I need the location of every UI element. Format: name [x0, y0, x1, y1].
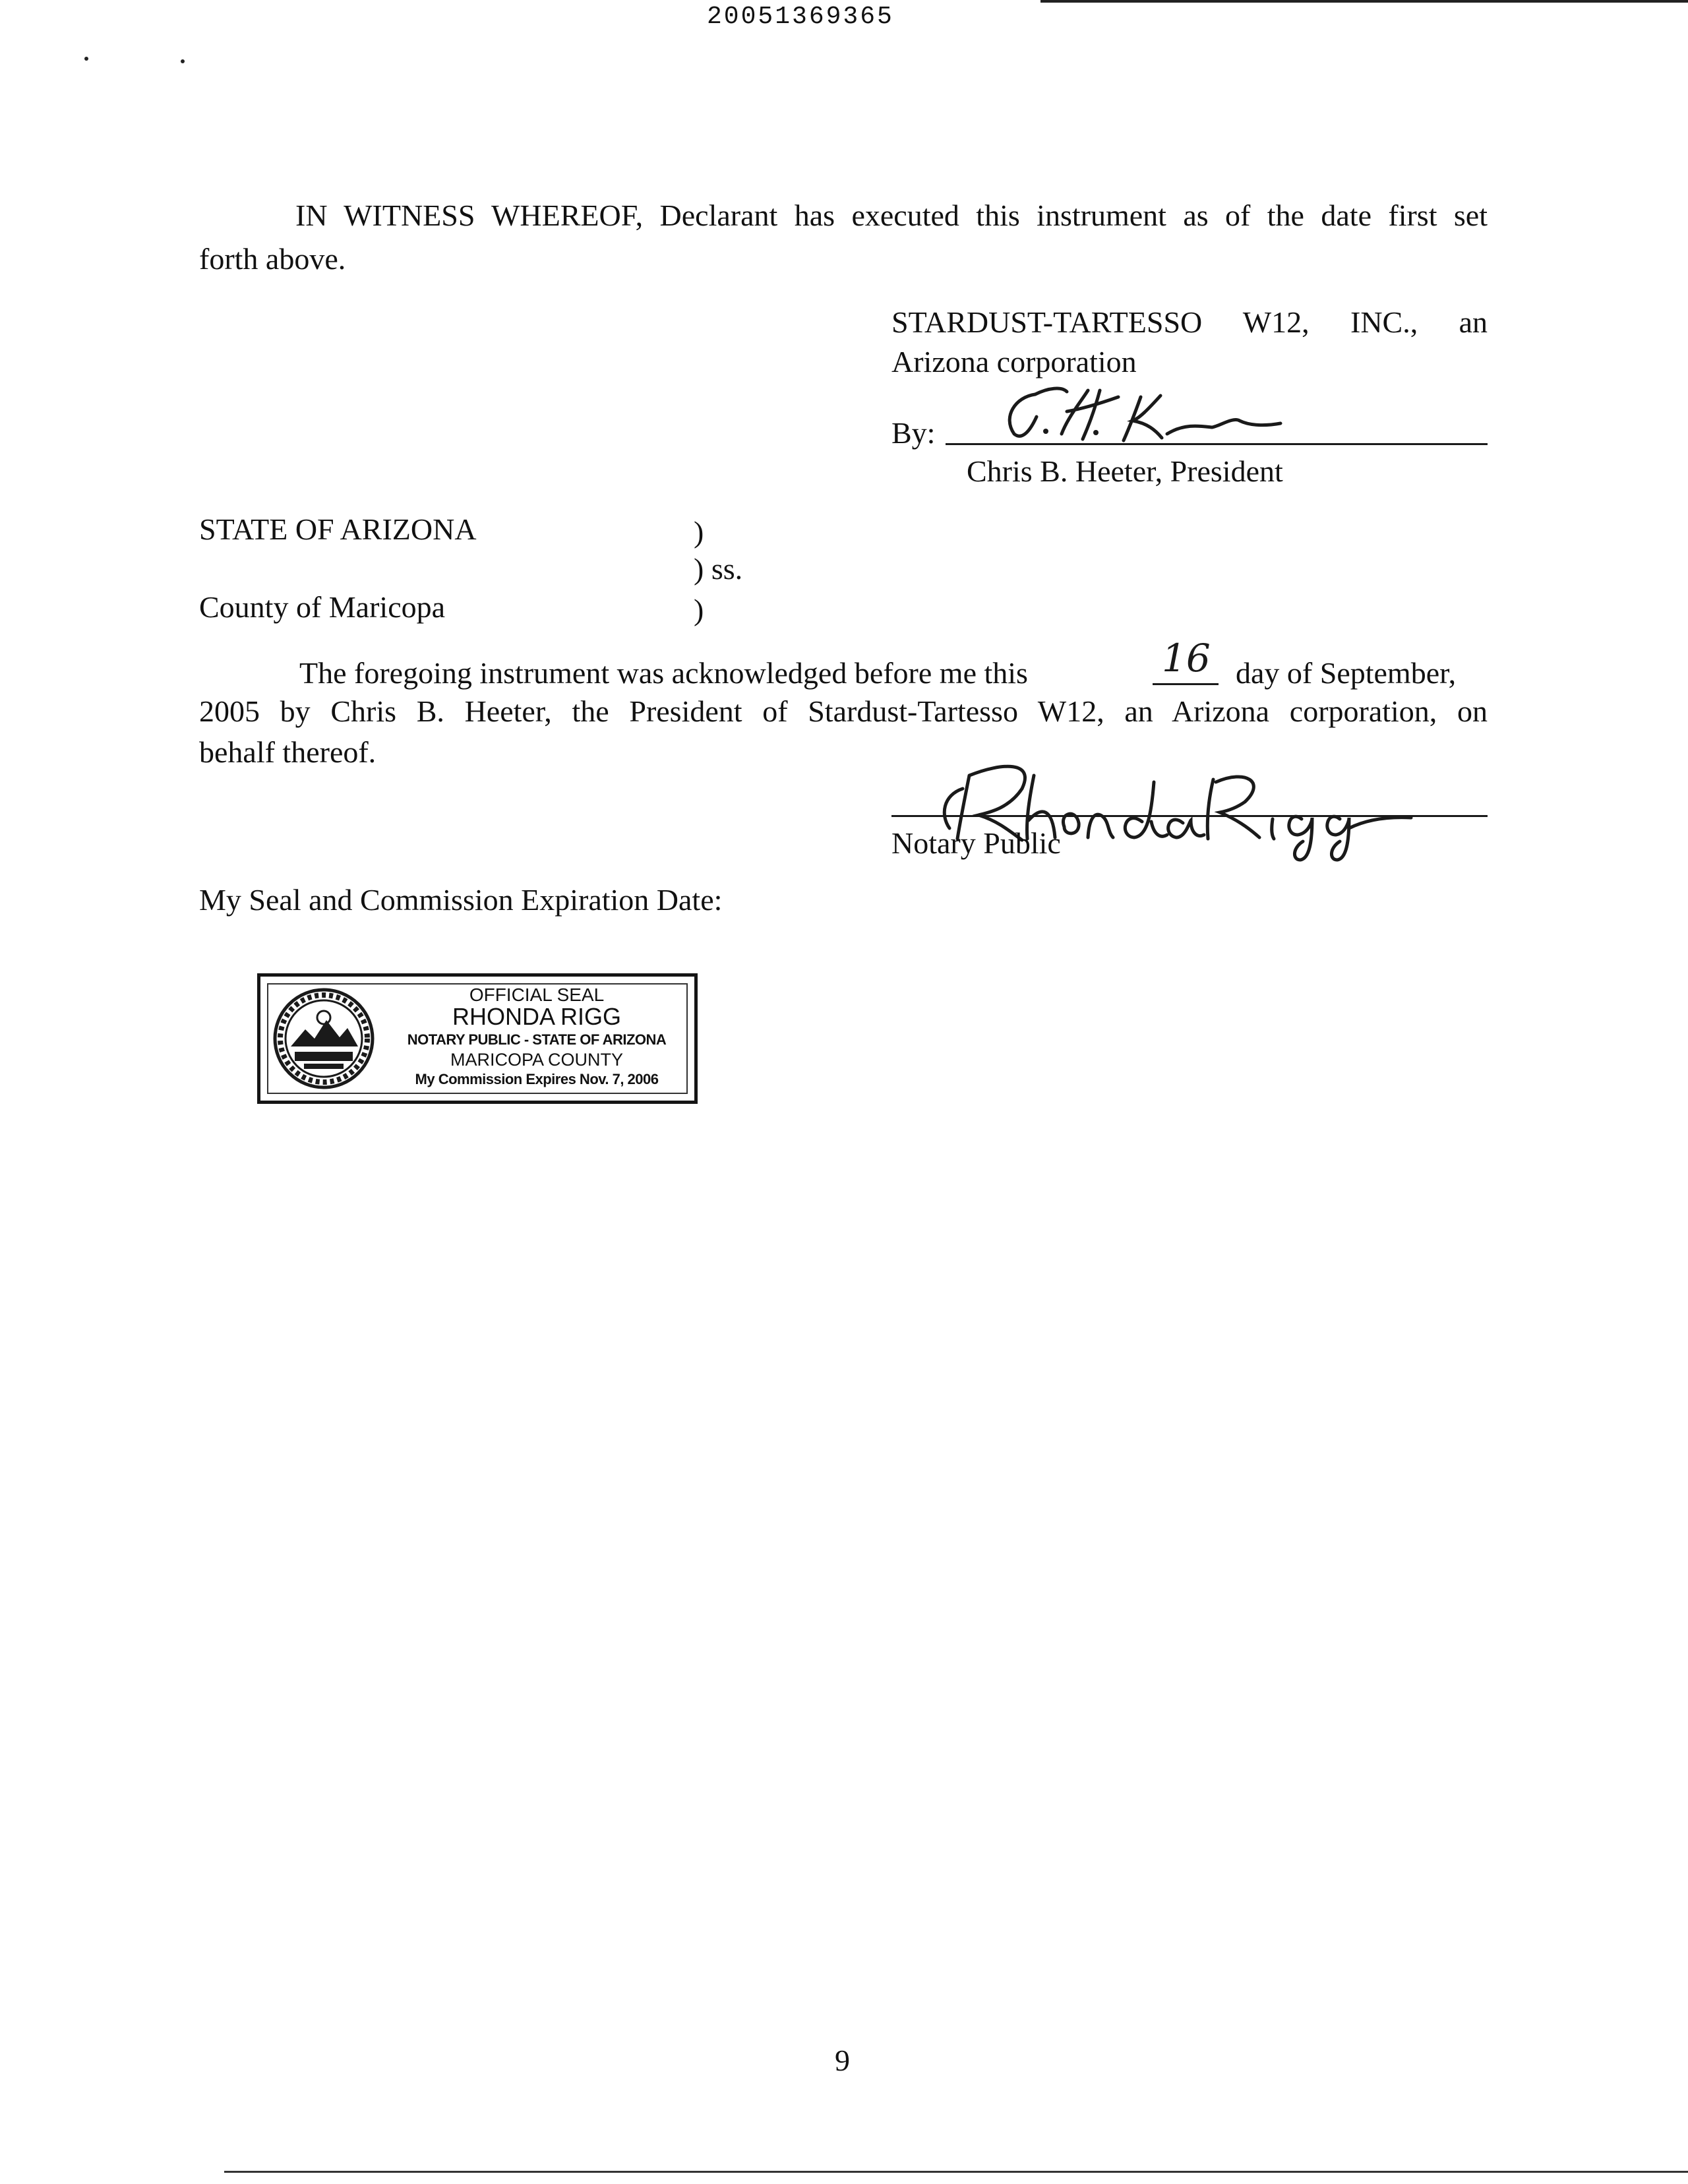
company-type-line: Arizona corporation	[891, 345, 1137, 379]
stamp-line-county: MARICOPA COUNTY	[450, 1050, 624, 1070]
company-name-line: STARDUST-TARTESSO W12, INC., an	[891, 305, 1488, 339]
scan-speck	[181, 59, 185, 63]
witness-line-2: forth above.	[199, 242, 346, 276]
scan-speck	[84, 57, 88, 61]
by-label: By:	[891, 416, 936, 450]
venue-paren-3: )	[694, 593, 704, 626]
ack-line-3: behalf thereof.	[199, 735, 377, 769]
notary-seal-stamp	[257, 973, 698, 1104]
stamp-line-expiration: My Commission Expires Nov. 7, 2006	[415, 1071, 659, 1087]
ack-line-1-start: The foregoing instrument was acknowledged before me this	[299, 656, 1028, 690]
stamp-line-official-seal: OFFICIAL SEAL	[469, 985, 605, 1005]
witness-line-1: IN WITNESS WHEREOF, Declarant has executed this instrument as of the date first set	[295, 198, 1488, 232]
day-handwritten: 16	[1162, 636, 1211, 681]
stamp-line-title: NOTARY PUBLIC - STATE OF ARIZONA	[407, 1031, 667, 1048]
bottom-rule	[224, 2171, 1688, 2173]
document-number: 20051369365	[707, 3, 894, 31]
venue-county: County of Maricopa	[199, 590, 446, 624]
arizona-state-seal-icon	[271, 986, 377, 1091]
ack-line-2: 2005 by Chris B. Heeter, the President of Stardust-Tartesso W12, an Arizona corporation, on	[199, 694, 1488, 728]
page-number: 9	[835, 2044, 850, 2077]
ack-line-1-end: day of September,	[1236, 656, 1457, 690]
notary-public-label: Notary Public	[891, 826, 1061, 860]
president-signature	[989, 377, 1306, 450]
venue-state: STATE OF ARIZONA	[199, 512, 477, 546]
venue-paren-1: )	[694, 515, 704, 549]
top-rule	[1040, 0, 1688, 3]
seal-caption: My Seal and Commission Expiration Date:	[199, 883, 723, 917]
stamp-line-name: RHONDA RIGG	[452, 1003, 622, 1030]
day-blank	[1153, 637, 1219, 685]
signer-name: Chris B. Heeter, President	[967, 454, 1283, 488]
venue-ss: ) ss.	[694, 552, 743, 586]
